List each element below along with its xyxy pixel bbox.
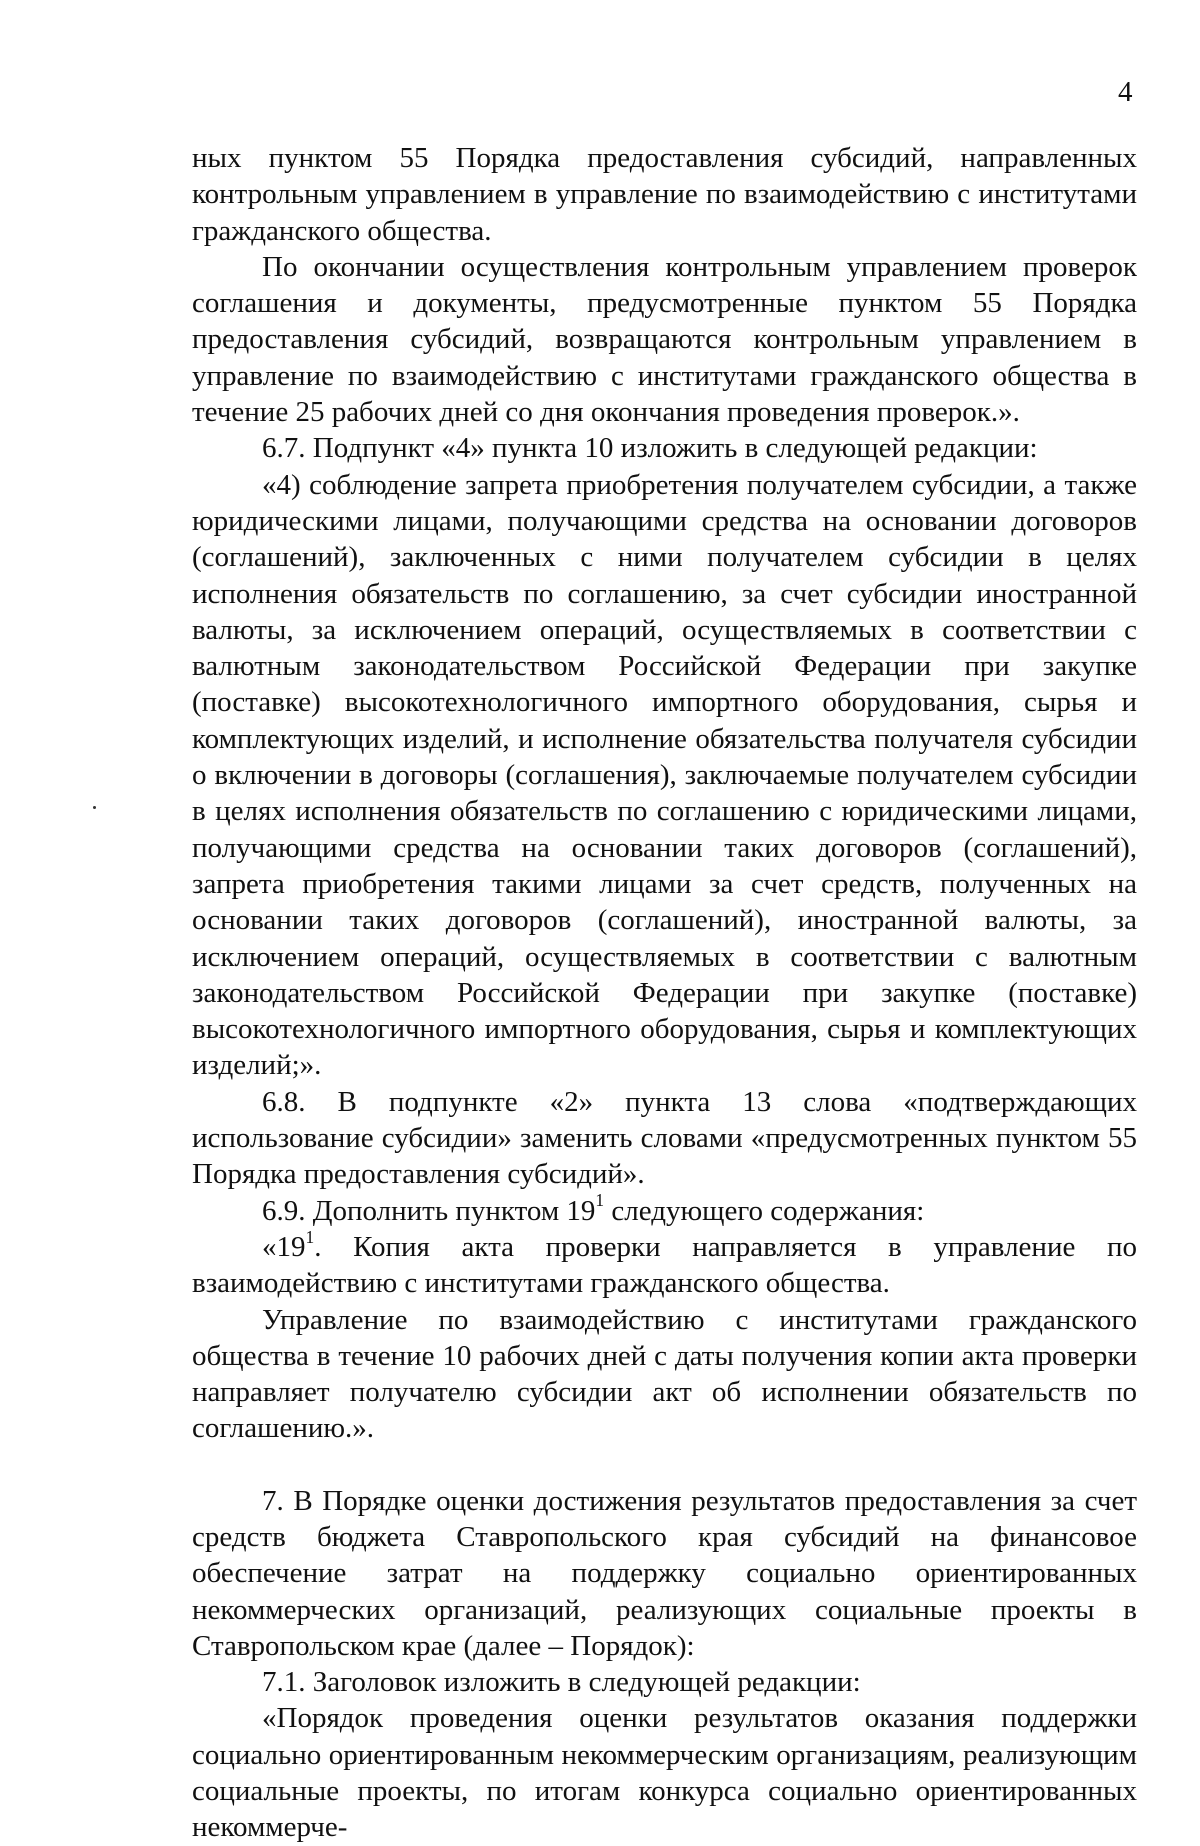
paragraph-6-8: 6.8. В подпункте «2» пункта 13 слова «подтверждающих использование субсидии» заменить словами «предусмотренных пунктом 55 Порядка предоставления субсидий».	[192, 1085, 1137, 1191]
paragraph-item-19-1-superscript: 1	[305, 1226, 315, 1247]
paragraph-department-act: Управление по взаимодействию с институтами гражданского общества в течение 10 рабочих дней с даты получения копии акта проверки направляет получателю субсидии акт об исполнении обязательств по соглашению.».	[192, 1303, 1137, 1445]
paragraph-6-9-text-before: 6.9. Дополнить пунктом 19	[262, 1194, 596, 1227]
paragraph-6-9-text-after: следующего содержания:	[604, 1194, 925, 1227]
paragraph-continuation: ных пунктом 55 Порядка предоставления субсидий, направленных контрольным управлением в управление по взаимодействию с институтами гражданского общества.	[192, 142, 1137, 247]
paragraph-item-19-1-text-before: «19	[262, 1230, 306, 1263]
paragraph-7-1: 7.1. Заголовок изложить в следующей редакции:	[262, 1666, 861, 1699]
paragraph-6-9-superscript: 1	[595, 1190, 605, 1211]
paragraph-6-7: 6.7. Подпункт «4» пункта 10 изложить в следующей редакции:	[262, 432, 1038, 465]
paragraph-checks-completion: По окончании осуществления контрольным управлением проверок соглашения и документы, предусмотренные пунктом 55 Порядка предоставления субсидий, возвращаются контрольным управлением в управление по взаимодействию с институтами гражданского общества в течение 25 рабочих дней со дня окончания проведения проверок.».	[192, 250, 1137, 429]
page-number: 4	[1118, 76, 1133, 108]
paragraph-6-9	[192, 1190, 1137, 1229]
document-body	[192, 140, 1137, 1846]
paragraph-item-19-1	[192, 1226, 1137, 1302]
paragraph-7: 7. В Порядке оценки достижения результатов предоставления за счет средств бюджета Ставропольского края субсидий на финансовое обеспечение затрат на поддержку социально ориентированных некоммерческих организаций, реализующих социальные проекты в Ставропольском крае (далее – Порядок):	[192, 1484, 1137, 1662]
paragraph-item-19-1-text-after: . Копия акта проверки направляется в управление по взаимодействию с институтами гражданского общества.	[192, 1230, 1137, 1300]
scan-speck	[93, 806, 96, 809]
paragraph-new-title: «Порядок проведения оценки результатов оказания поддержки социально ориентированным некоммерческим организациям, реализующим социальные проекты, по итогам конкурса социально ориентированных некоммерче-	[192, 1702, 1137, 1844]
paragraph-subitem-4: «4) соблюдение запрета приобретения получателем субсидии, а также юридическими лицами, получающими средства на основании договоров (соглашений), заключенных с ними получателем субсидии в целях исполнения обязательств по соглашению, за счет субсидии иностранной валюты, за исключением операций, осуществляемых в соответствии с валютным законодательством Российской Федерации при закупке (поставке) высокотехнологичного импортного оборудования, сырья и комплектующих изделий, и исполнение обязательства получателя субсидии о включении в договоры (соглашения), заключаемые получателем субсидии в целях исполнения обязательств по соглашению с юридическими лицами, получающими средства на основании таких договоров (соглашений), запрета приобретения такими лицами за счет средств, полученных на основании таких договоров (соглашений), иностранной валюты, за исключением операций, осуществляемых в соответствии с валютным законодательством Российской Федерации при закупке (поставке) высокотехнологичного импортного оборудования, сырья и комплектующих изделий;».	[192, 468, 1137, 1082]
